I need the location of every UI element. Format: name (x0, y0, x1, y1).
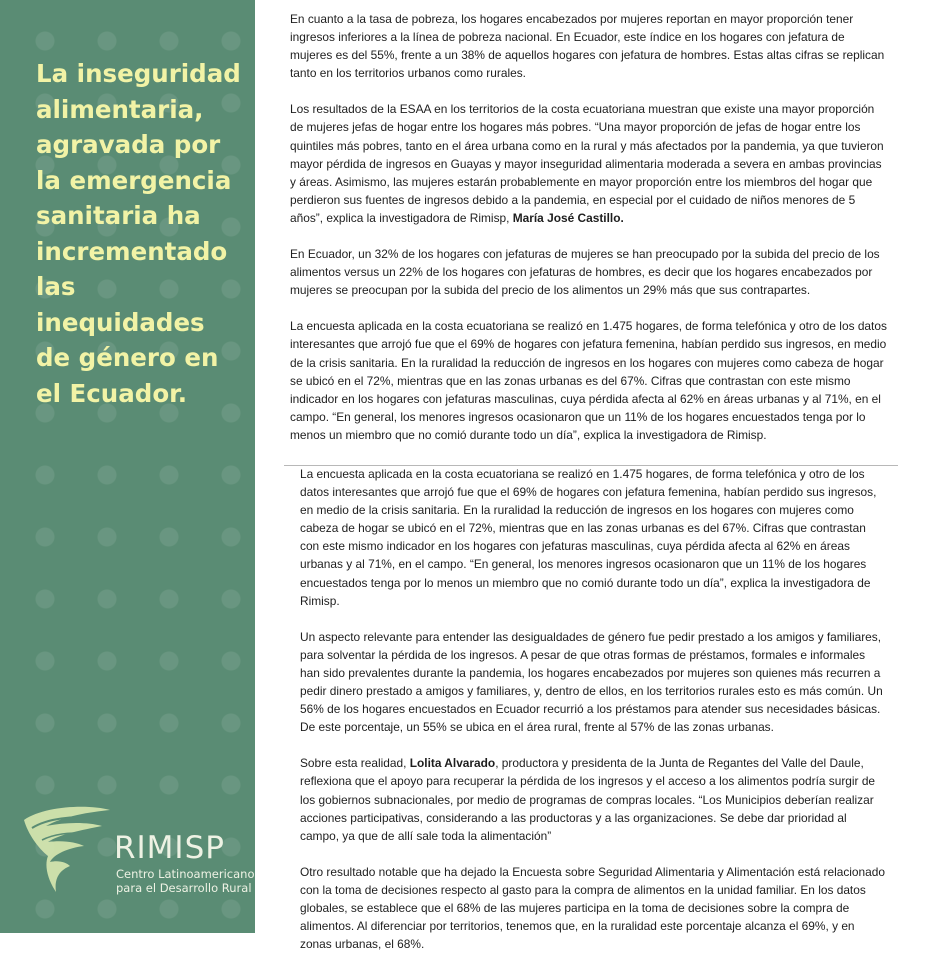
logo-name: RIMISP (114, 830, 225, 866)
article-paragraph: La encuesta aplicada en la costa ecuatoriana se realizó en 1.475 hogares, de forma telefónica y otro de los datos interesantes que arrojó fue que el 69% de hogares con jefatura femenina, habían perdido sus ingresos, en medio de la crisis sanitaria. En la ruralidad la reducción de ingresos en los hogares con mujeres como cabeza de hogar se ubicó en el 72%, mientras que en las zonas urbanas es del 67%. Cifras que contrastan con este mismo indicador en los hogares con jefaturas masculinas, cuya pérdida afecta al 62% en áreas urbanas y al 71%, en el campo. “En general, los menores ingresos ocasionaron que un 11% de los hogares encuestados tenga por lo menos un miembro que no comió durante todo un día”, explica la investigadora de Rimisp. (300, 467, 877, 608)
paragraph-text: Los resultados de la ESAA en los territorios de la costa ecuatoriana muestran que existe una mayor proporción de mujeres jefas de hogar entre los hogares más pobres. “Una mayor proporción de jefas de hogar entre los quintiles más pobres, tanto en el área urbana como en la rural y más afectados por la pandemia, ya que tuvieron mayor pérdida de ingresos en Guayas y mayor inseguridad alimentaria moderada a severa en ambas provincias y áreas. Asimismo, las mujeres estarán probablemente en mayor proporción entre los miembros del hogar que perdieron sus fuentes de ingresos debido a la pandemia, en especial por el cuidado de niños menores de 5 años”, explica la investigadora de Rimisp, (290, 102, 884, 225)
paragraph-text: , productora y presidenta de la Junta de Regantes del Valle del Daule, reflexiona que el apoyo para recuperar la pérdida de los ingresos y el acceso a los alimentos podría surgir de los gobiernos subnacionales, por medio de programas de compras locales. “Los Municipios deberían realizar acciones participativas, considerando a las productoras y a las organizaciones. Se debe dar prioridad al campo, ya que de allí sale toda la alimentación” (300, 756, 876, 843)
article-paragraph (300, 754, 885, 844)
article-section-bottom (300, 465, 885, 971)
paragraph-text: Sobre esta realidad, (300, 756, 410, 771)
article-paragraph: Un aspecto relevante para entender las desigualdades de género fue pedir prestado a los amigos y familiares, para solventar la pérdida de los ingresos. A pesar de que otras formas de préstamos, formales e informales han sido prevalentes durante la pandemia, los hogares encabezados por mujeres son quienes más recurren a pedir dinero prestado a amigos y familiares, y, dentro de ellos, en los territorios rurales esto es más común. Un 56% de los hogares encuestados en Ecuador recurrió a los préstamos para atender sus necesidades básicas. De este porcentaje, un 55% se ubica en el área rural, frente al 57% de las zonas urbanas. (300, 629, 883, 735)
article-paragraph (290, 100, 890, 227)
article-paragraph: Otro resultado notable que ha dejado la Encuesta sobre Seguridad Alimentaria y Alimentación está relacionado con la toma de decisiones respecto al gasto para la compra de alimentos en la unidad familiar. En los datos globales, se establece que el 68% de las mujeres participa en la toma de decisiones sobre la compra de alimentos. Al diferenciar por territorios, tenemos que, en la ruralidad este porcentaje alcanza el 69%, y en zonas urbanas, el 68%. (300, 864, 885, 952)
article-paragraph: En Ecuador, un 32% de los hogares con jefaturas de mujeres se han preocupado por la subida del precio de los alimentos versus un 22% de los hogares con jefaturas de hombres, es decir que los hogares encabezados por mujeres se preocupan por la subida del precio de los alimentos un 29% más que sus contrapartes. (290, 247, 880, 298)
rimisp-swirl-logo-icon (18, 800, 118, 900)
article-paragraph: En cuanto a la tasa de pobreza, los hogares encabezados por mujeres reportan en mayor proporción tener ingresos inferiores a la línea de pobreza nacional. En Ecuador, este índice en los hogares con jefatura de mujeres es del 55%, frente a un 38% de aquellos hogares con jefatura de hombres. Estas altas cifras se replican tanto en los territorios urbanos como rurales. (290, 12, 885, 81)
sidebar-panel (0, 0, 255, 933)
logo-tagline-line1: Centro Latinoamericano (116, 867, 255, 881)
rimisp-logo (18, 800, 255, 900)
researcher-name: María José Castillo. (512, 210, 624, 225)
interviewee-name: Lolita Alvarado (409, 756, 496, 771)
logo-tagline-line2: para el Desarrollo Rural (116, 881, 252, 895)
article-paragraph: La encuesta aplicada en la costa ecuatoriana se realizó en 1.475 hogares, de forma telefónica y otro de los datos interesantes que arrojó fue que el 69% de hogares con jefatura femenina, habían perdido sus ingresos, en medio de la crisis sanitaria. En la ruralidad la reducción de ingresos en los hogares con mujeres como cabeza de hogar se ubicó en el 72%, mientras que en las zonas urbanas es del 67%. Cifras que contrastan con este mismo indicador en los hogares con jefaturas masculinas, cuya pérdida afecta al 62% en áreas urbanas y al 71%, en el campo. “En general, los menores ingresos ocasionaron que un 11% de los hogares encuestados tenga por lo menos un miembro que no comió durante todo un día”, explica la investigadora de Rimisp. (290, 319, 887, 442)
article-section-top (290, 10, 890, 462)
sidebar-headline: La inseguridad alimentaria, agravada por la emergencia sanitaria ha incrementado las inequidades de género en el Ecuador. (36, 59, 241, 408)
